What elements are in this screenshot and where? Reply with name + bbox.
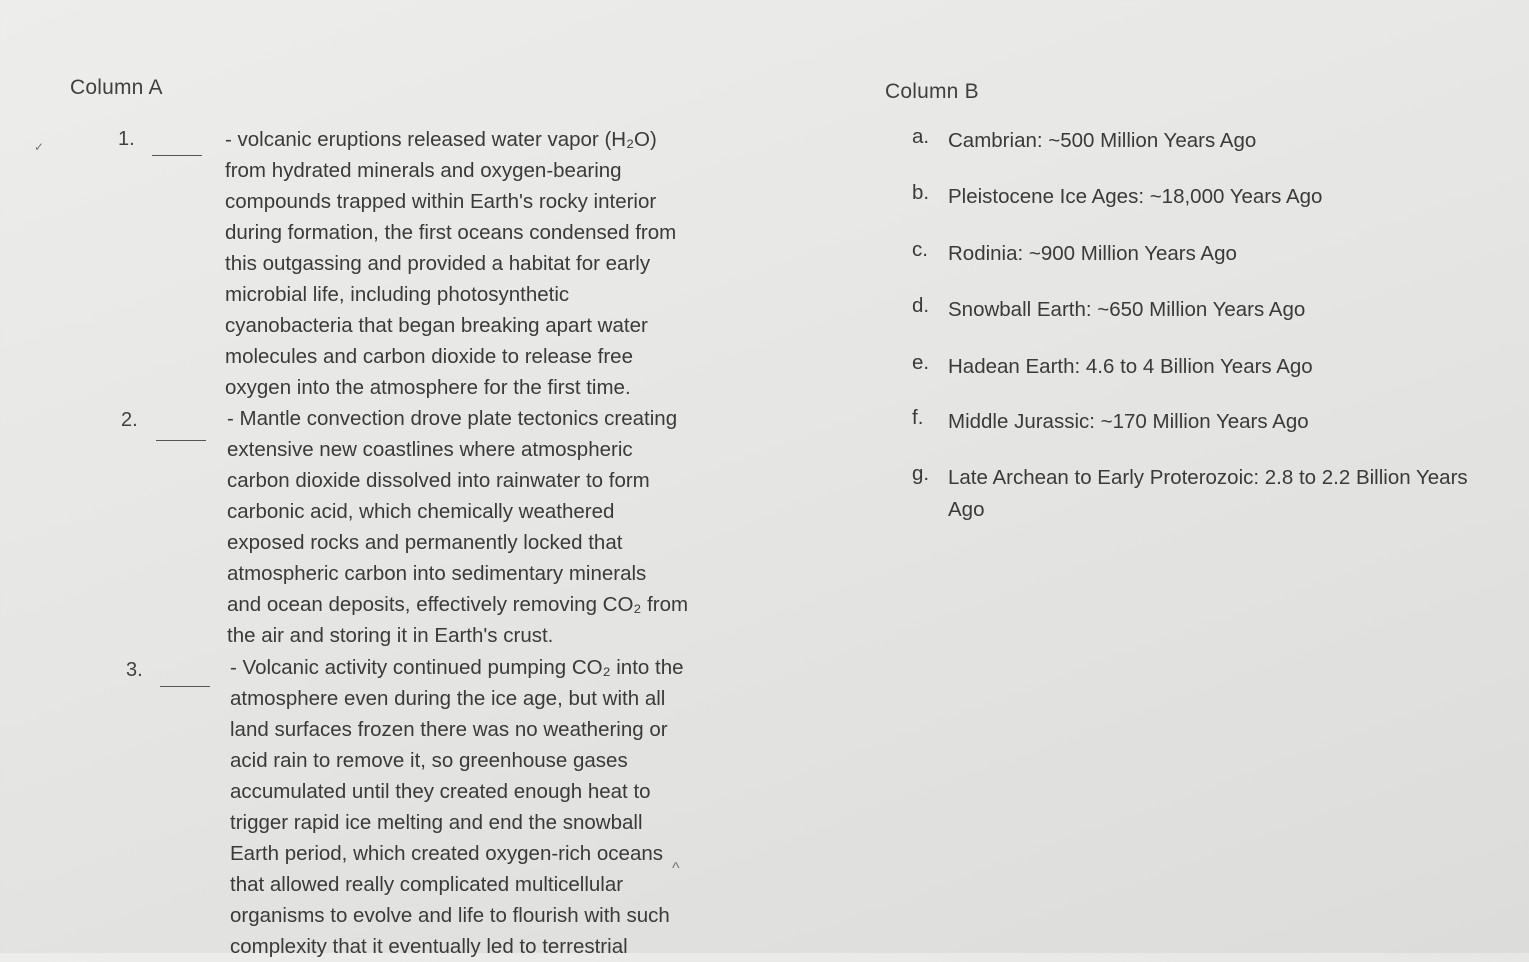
column-b-heading: Column B xyxy=(885,80,979,103)
column-a-heading: Column A xyxy=(70,76,163,99)
question-3-number: 3. xyxy=(126,659,143,681)
question-2-number: 2. xyxy=(121,409,138,431)
column-b-item-letter: a. xyxy=(912,125,930,148)
pencil-check-mark: ✓ xyxy=(34,140,45,154)
column-b-item-a xyxy=(912,125,1256,157)
column-b-item-text: Rodinia: ~900 Million Years Ago xyxy=(948,242,1237,265)
column-b-item-g xyxy=(912,462,1502,526)
question-1-text: - volcanic eruptions released water vapor (H₂O) from hydrated minerals and oxygen-bearing compounds trapped within Earth's rocky interior during formation, the first oceans condensed from this outgassing and provided a habitat for early microbial life, including photosynthetic cyanobacteria that began breaking apart water molecules and carbon dioxide to release free oxygen into the atmosphere for the first time. xyxy=(225,128,677,399)
column-b-item-text: Hadean Earth: 4.6 to 4 Billion Years Ago xyxy=(948,355,1313,378)
question-2-answer-blank[interactable] xyxy=(156,440,206,441)
column-b-item-letter: g. xyxy=(912,462,930,485)
column-b-item-c xyxy=(912,238,1237,270)
column-b-item-text: Middle Jurassic: ~170 Million Years Ago xyxy=(948,410,1309,433)
column-b-item-text: Late Archean to Early Proterozoic: 2.8 to 2.2 Billion Years Ago xyxy=(948,466,1468,521)
question-3-text: - Volcanic activity continued pumping CO₂ into the atmosphere even during the ice age, but with all land surfaces frozen there was no weathering or acid rain to remove it, so greenhouse gases accumulated until they created enough heat to trigger rapid ice melting and end the snowball Earth period, which created oxygen-rich oceans that allowed really complicated multicellular organisms to evolve and life to flourish with such complexity that it eventually led to terrestrial xyxy=(230,656,684,958)
question-1-answer-blank[interactable] xyxy=(152,155,202,156)
column-b-item-text: Pleistocene Ice Ages: ~18,000 Years Ago xyxy=(948,185,1323,208)
column-b-item-b xyxy=(912,181,1322,213)
column-b-item-letter: e. xyxy=(912,351,930,374)
question-2-text: - Mantle convection drove plate tectonics creating extensive new coastlines where atmospheric carbon dioxide dissolved into rainwater to form carbonic acid, which chemically weathered exposed rocks and permanently locked that atmospheric carbon into sedimentary minerals and ocean deposits, effectively removing CO₂ from the air and storing it in Earth's crust. xyxy=(227,407,689,647)
column-b-item-letter: b. xyxy=(912,181,930,204)
question-3-answer-blank[interactable] xyxy=(160,686,210,687)
column-b-item-text: Snowball Earth: ~650 Million Years Ago xyxy=(948,298,1306,321)
column-b-item-f xyxy=(912,406,1309,438)
column-b-item-letter: f. xyxy=(912,406,924,429)
column-b-item-text: Cambrian: ~500 Million Years Ago xyxy=(948,129,1257,152)
column-b-item-letter: c. xyxy=(912,238,928,261)
pencil-caret-mark: ^ xyxy=(672,860,680,877)
column-b-item-e xyxy=(912,351,1313,383)
column-b-item-d xyxy=(912,294,1305,326)
column-b-item-letter: d. xyxy=(912,294,930,317)
question-1-number: 1. xyxy=(118,128,135,150)
